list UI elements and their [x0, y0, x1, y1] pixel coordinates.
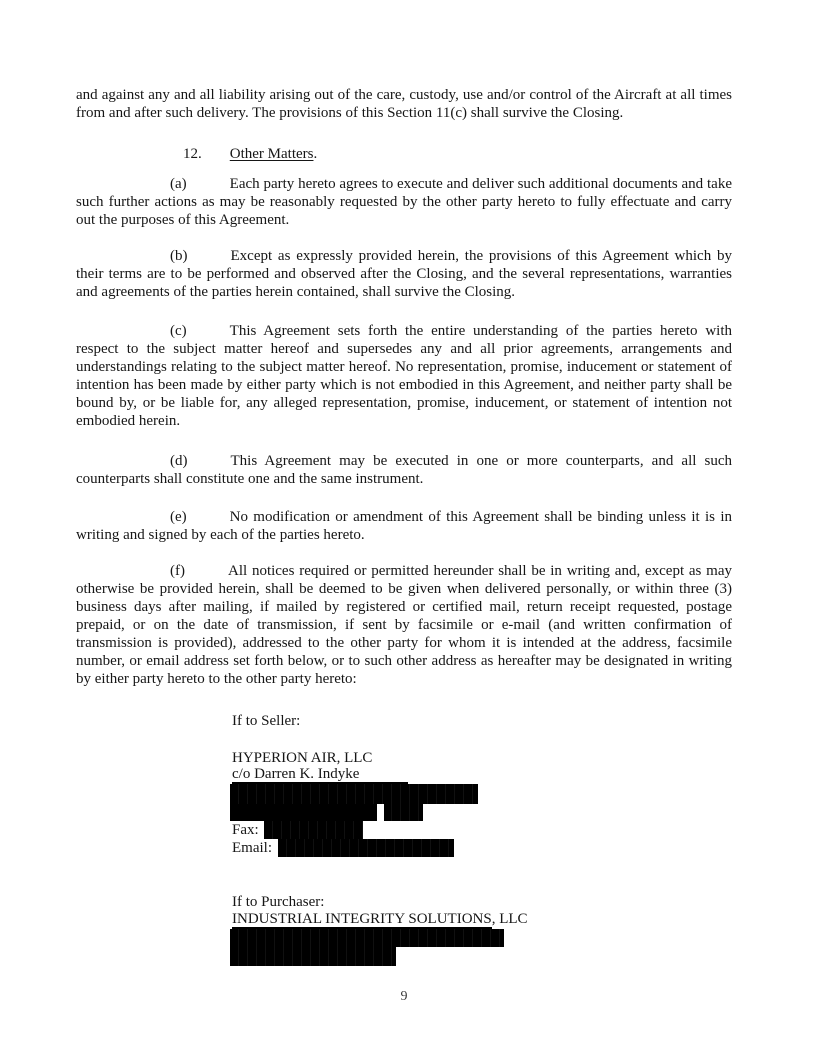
subsection-text: No modification or amendment of this Agreement shall be binding unless it is in writing and signed by each of the parties hereto.: [76, 509, 732, 543]
section-number: 12.: [183, 146, 202, 162]
seller-company-name: HYPERION AIR, LLC: [232, 750, 373, 766]
section-title: Other Matters: [229, 146, 314, 162]
redaction-bar-seller-address-2: [230, 804, 423, 821]
fax-label: Fax:: [232, 822, 259, 838]
redaction-bar-purchaser-address-2: [230, 947, 396, 966]
seller-email-row: [232, 839, 732, 857]
subsection-label: (f): [170, 563, 185, 579]
redaction-bar-purchaser-address-1: [230, 929, 504, 947]
subsection-label: (b): [170, 248, 188, 264]
purchaser-company-underlined: INDUSTRIAL INTEGRITY SOLUTIONS: [232, 911, 492, 927]
page-number: 9: [400, 989, 408, 1004]
redaction-bar-seller-fax: [264, 821, 363, 839]
section-heading: [183, 145, 732, 163]
subsection-text: All notices required or permitted hereunder shall be in writing and, except as may otherwise be provided herein, shall be deemed to be given when delivered personally, or within three (3) business days after mailing, if mailed by registered or certified mail, return receipt requested, postage prepaid, or on the date of transmission, if sent by facsimile or e-mail (and written confirmation of transmission is provided), addressed to the other party for whom it is intended at the address, facsimile number, or email address set forth below, or to such other address as hereafter may be designated in writing by either party hereto to the other party hereto:: [76, 563, 732, 687]
purchaser-notice-block: [232, 893, 732, 966]
intro-paragraph: and against any and all liability arising out of the care, custody, use and/or control of the Aircraft at all times from and after such delivery. The provisions of this Section 11(c) shall survive the Closing.: [76, 87, 732, 121]
seller-attention-line: c/o Darren K. Indyke: [232, 767, 408, 784]
subsection-paragraph-e: [76, 508, 732, 544]
purchaser-heading: If to Purchaser:: [232, 894, 325, 910]
subsection-paragraph-b: [76, 247, 732, 301]
section-title-period: .: [313, 146, 318, 162]
subsection-label: (e): [170, 509, 187, 525]
subsection-text: This Agreement may be executed in one or more counterparts, and all such counterparts shall constitute one and the same instrument.: [76, 453, 732, 487]
subsection-label: (c): [170, 323, 187, 339]
subsection-text: This Agreement sets forth the entire understanding of the parties hereto with respect to the subject matter hereof and supersedes any and all prior agreements, arrangements and understandings relating to the subject matter hereof. No representation, promise, inducement or statement of intention has been made by either party which is not embodied in this Agreement, and neither party shall be bound by, or be liable for, any alleged representation, promise, inducement, or statement of intention not embodied herein.: [76, 323, 732, 429]
subsection-text: Except as expressly provided herein, the provisions of this Agreement which by their terms are to be performed and observed after the Closing, and the several representations, warranties and agreements of the parties herein contained, shall survive the Closing.: [76, 248, 732, 300]
subsection-label: (a): [170, 176, 187, 192]
seller-notice-block: [232, 712, 732, 857]
subsection-paragraph-c: [76, 322, 732, 430]
redaction-bar-seller-address-1: [230, 784, 478, 804]
subsection-label: (d): [170, 453, 188, 469]
subsection-paragraph-a: [76, 175, 732, 229]
purchaser-company-suffix: , LLC: [491, 911, 528, 927]
spacer: [232, 730, 732, 749]
email-label: Email:: [232, 840, 272, 856]
purchaser-company-name: [232, 911, 732, 928]
subsection-paragraph-f: [76, 562, 732, 688]
subsection-text: Each party hereto agrees to execute and deliver such additional documents and take such further actions as may be reasonably requested by the other party hereto to fully effectuate and carry out the purposes of this Agreement.: [76, 176, 732, 228]
seller-heading: If to Seller:: [232, 713, 301, 729]
seller-fax-row: [232, 821, 732, 839]
subsection-paragraph-d: [76, 452, 732, 488]
redaction-bar-seller-email: [278, 839, 454, 857]
